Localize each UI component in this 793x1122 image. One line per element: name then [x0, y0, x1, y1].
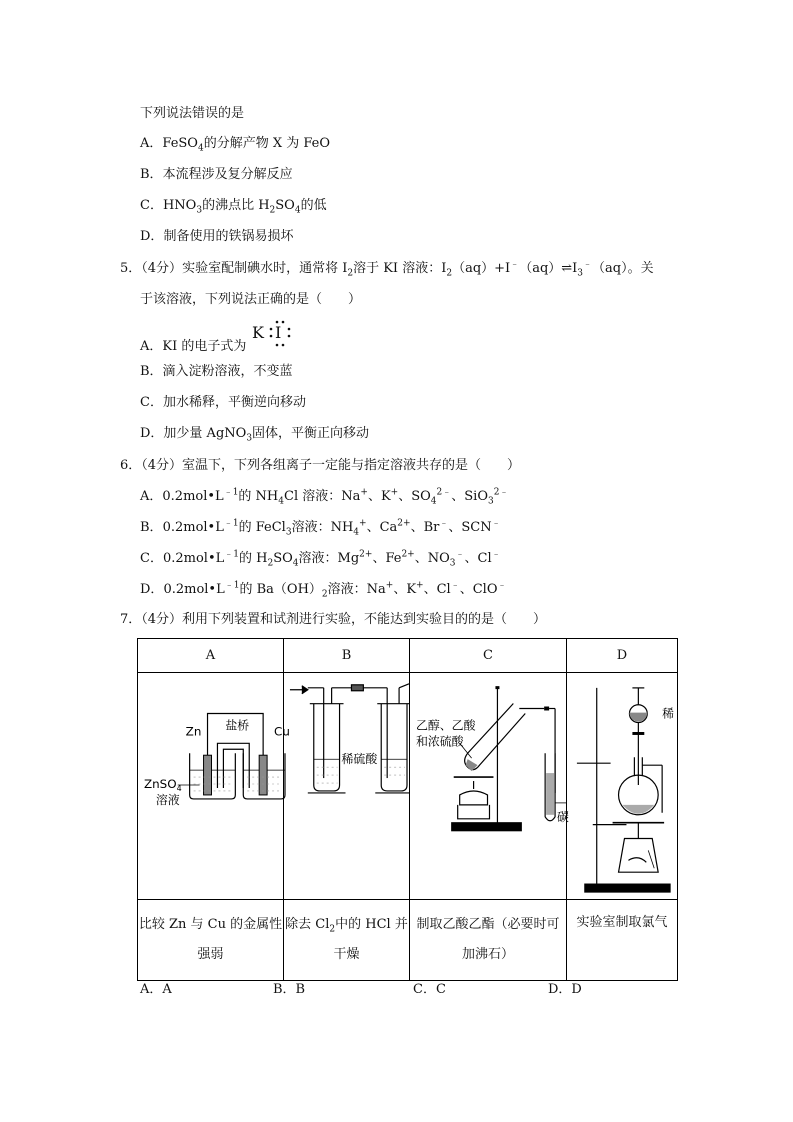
- desc-d: 实验室制取氯气: [567, 900, 678, 981]
- label-zn: Zn: [185, 724, 202, 739]
- header-b: B: [284, 639, 410, 673]
- answer-b: B．B: [273, 982, 306, 997]
- label-reagents-line1: 乙醇、乙酸: [415, 718, 476, 733]
- q7-stem: 7．（4分）利用下列装置和试剂进行实验，不能达到实验目的的是（ ）: [120, 612, 547, 627]
- header-d: D: [567, 639, 678, 673]
- desc-c: 制取乙酸乙酯（必要时可 加沸石）: [410, 900, 567, 981]
- q5-option-a: A．KI 的电子式为: [140, 339, 247, 354]
- gas-washing-diagram: [284, 673, 409, 899]
- q4-option-b: B．本流程涉及复分解反应: [140, 167, 293, 182]
- q4-option-c: C．$HNO_3$的沸点比 $H_2SO_4$的低: [140, 198, 327, 216]
- q6-option-c: C．$0.2mol•L^{﹣1}$的 $H_2SO_4$溶液：$Mg^{2+}$、$Fe^{2+}$、$NO_3^﹣$、Cl﹣: [140, 549, 501, 569]
- label-cu: Cu: [274, 724, 290, 739]
- header-a: A: [138, 639, 284, 673]
- galvanic-cell-diagram: [138, 673, 290, 899]
- label-znso4: ZnSO$_4$: [143, 776, 182, 793]
- q6-option-a: A．$0.2mol•L^{﹣1}$的 $NH_4Cl$ 溶液：Na+、K+、$SO_4^{2﹣}$、SiO$_3^{2﹣}$: [140, 487, 509, 507]
- formula-i: I: [275, 323, 282, 342]
- desc-b: 除去 $Cl_2$中的 HCl 并 干燥: [284, 900, 410, 981]
- label-solution: 溶液: [155, 792, 180, 807]
- q5-option-c: C．加水稀释，平衡逆向移动: [140, 395, 306, 410]
- apparatus-c-cell: [410, 673, 567, 900]
- answer-a: A．A: [140, 982, 172, 997]
- label-cut-off: 碳: [557, 809, 569, 824]
- formula-k: K: [252, 323, 264, 342]
- label-dilute-sulfuric-acid: 稀硫酸: [341, 752, 378, 767]
- ester-prep-diagram: [410, 673, 569, 899]
- answer-d: D．D: [548, 982, 582, 997]
- q5-option-d: D．加少量 AgNO$_3$固体，平衡正向移动: [140, 426, 370, 444]
- label-reagents-line2: 和浓硫酸: [415, 734, 464, 749]
- q5-stem-line1: 5．（4分）实验室配制碘水时，通常将 $I_2$溶于 KI 溶液：$I_2(aq)+I^﹣(aq)\rightleftharpoons I_3^﹣(aq)$。关: [120, 259, 654, 279]
- label-salt-bridge: 盐桥: [225, 718, 250, 733]
- q4-stem-tail: 下列说法错误的是: [140, 106, 245, 121]
- q6-stem: 6．（4分）室温下，下列各组离子一定能与指定溶液共存的是（ ）: [120, 458, 521, 473]
- q4-option-d: D．制备使用的铁锅易损坏: [140, 229, 294, 244]
- q4-option-a: A．FeSO$_4$的分解产物 X 为 FeO: [140, 136, 331, 154]
- q6-option-b: B．$0.2mol•L^{﹣1}$的 FeCl$_3$溶液：$NH_4^+$、$Ca^{2+}$、Br﹣、SCN﹣: [140, 518, 501, 538]
- apparatus-a-cell: [138, 673, 290, 900]
- apparatus-table: [137, 638, 678, 981]
- desc-a: 比较 Zn 与 Cu 的金属性 强弱: [138, 900, 284, 981]
- label-cut-off-d: 稀: [662, 706, 675, 721]
- header-c: C: [410, 639, 567, 673]
- apparatus-b-cell: [284, 673, 410, 900]
- chlorine-prep-diagram: [567, 673, 677, 899]
- q5-option-b: B．滴入淀粉溶液，不变蓝: [140, 364, 293, 379]
- q5-stem-line2: 于该溶液，下列说法正确的是（ ）: [140, 292, 362, 307]
- answer-c: C．C: [413, 982, 446, 997]
- apparatus-d-cell: [567, 673, 678, 900]
- q6-option-d: D．$0.2mol•L^{﹣1}$的 $Ba(OH)_2$溶液：Na+、K+、Cl﹣、ClO﹣: [140, 580, 507, 600]
- ki-electron-formula: [250, 318, 295, 348]
